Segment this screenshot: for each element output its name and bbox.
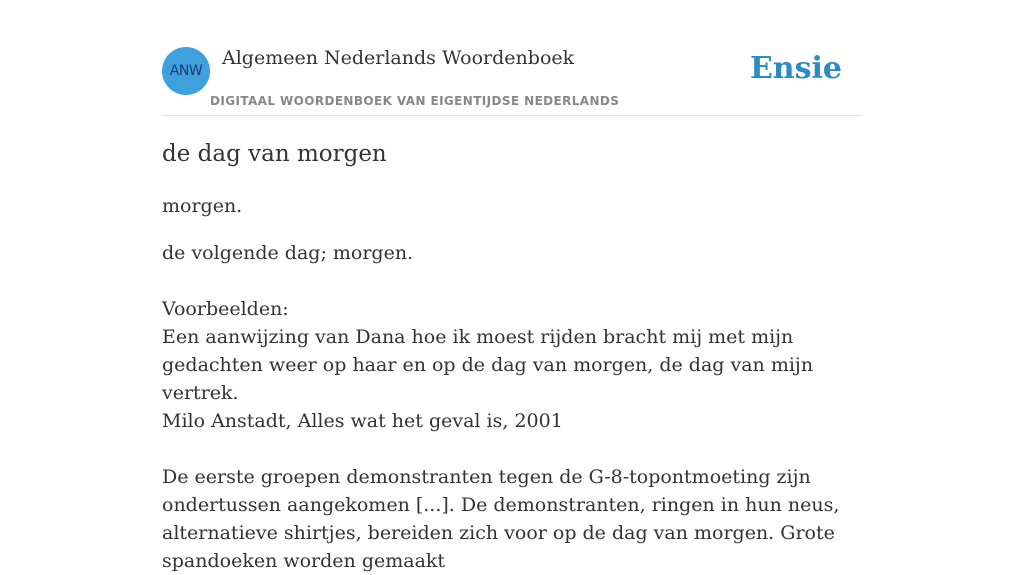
- entry-body: [162, 239, 872, 575]
- site-title[interactable]: Algemeen Nederlands Woordenboek: [222, 47, 575, 69]
- entry-content: [162, 140, 872, 575]
- site-subtitle: DIGITAAL WOORDENBOEK VAN EIGENTIJDSE NEDERLANDS: [210, 94, 620, 108]
- logo-text: ANW: [169, 63, 203, 79]
- ensie-logo[interactable]: Ensie: [749, 51, 842, 86]
- examples-label: Voorbeelden:: [162, 298, 289, 320]
- site-header: [162, 47, 862, 116]
- entry-title: de dag van morgen: [162, 141, 387, 167]
- example-text: Een aanwijzing van Dana hoe ik moest rijden bracht mij met mijn gedachten weer op haar en op de dag van morgen, de dag van mijn vertrek.: [162, 326, 814, 404]
- anw-logo[interactable]: [162, 47, 210, 95]
- example-text: De eerste groepen demonstranten tegen de G-8-topontmoeting zijn ondertussen aangekomen [...]. De demonstranten, ringen in hun neus, alternatieve shirtjes, bereiden zich voor op de dag van morgen. Grote spandoeken worden gemaakt: [162, 466, 840, 572]
- definition: de volgende dag; morgen.: [162, 242, 414, 264]
- short-definition: morgen.: [162, 195, 243, 217]
- example-source: Milo Anstadt, Alles wat het geval is, 2001: [162, 410, 563, 432]
